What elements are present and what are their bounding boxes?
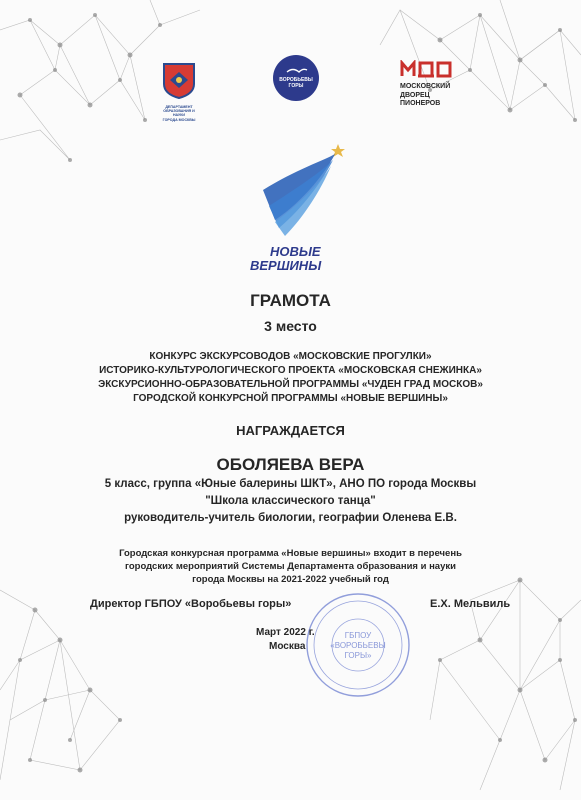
signatory-name: Е.Х. Мельвиль (430, 598, 511, 610)
issue-city: Москва (269, 641, 306, 652)
note-line-3: города Москвы на 2021-2022 учебный год (192, 574, 389, 585)
contest-line-3: ЭКСКУРСИОННО-ОБРАЗОВАТЕЛЬНОЙ ПРОГРАММЫ «ЧУДЕН ГРАД МОСКОВ» (98, 379, 483, 390)
contest-line-1: КОНКУРС ЭКСКУРСОВОДОВ «МОСКОВСКИЕ ПРОГУЛКИ» (149, 351, 432, 362)
document-title: ГРАМОТА (250, 291, 331, 310)
department-emblem-icon (160, 60, 198, 100)
mdp-logo (400, 60, 462, 112)
contest-line-2: ИСТОРИКО-КУЛЬТУРОЛОГИЧЕСКОГО ПРОЕКТА «МОСКОВСКАЯ СНЕЖИНКА» (99, 365, 482, 376)
note-line-2: городских мероприятий Системы Департамента образования и науки (125, 561, 456, 572)
contest-line-4: ГОРОДСКОЙ КОНКУРСНОЙ ПРОГРАММЫ «НОВЫЕ ВЕРШИНЫ» (133, 393, 448, 404)
star-icon (331, 144, 345, 157)
awarded-label: НАГРАЖДАЕТСЯ (236, 423, 345, 438)
svg-text:ГОРЫ»: ГОРЫ» (344, 651, 372, 660)
vorobyovy-gory-logo-text: ВОРОБЬЕВЫ ГОРЫ (279, 77, 313, 89)
recipient-line-1: 5 класс, группа «Юные балерины ШКТ», АНО ПО города Москвы (104, 478, 477, 490)
recipient-name: ОБОЛЯЕВА ВЕРА (216, 455, 365, 474)
note-line-1: Городская конкурсная программа «Новые вершины» входит в перечень (119, 548, 462, 559)
svg-text:«ВОРОБЬЕВЫ: «ВОРОБЬЕВЫ (330, 641, 386, 650)
recipient-line-2: "Школа классического танца" (205, 495, 376, 507)
place-label: 3 место (264, 318, 317, 334)
svg-text:ГБПОУ: ГБПОУ (344, 631, 372, 640)
vorobyovy-gory-logo (273, 55, 319, 101)
recipient-line-3: руководитель-учитель биологии, географии Оленева Е.В. (124, 512, 457, 524)
logo-title: НОВЫЕ ВЕРШИНЫ (250, 244, 322, 273)
signatory-title: Директор ГБПОУ «Воробьевы горы» (90, 598, 292, 610)
mdp-logo-text: МОСКОВСКИЙ ДВОРЕЦ ПИОНЕРОВ (400, 83, 451, 107)
department-logo-caption: ДЕПАРТАМЕНТ ОБРАЗОВАНИЯ И НАУКИ ГОРОДА МОСКВЫ (162, 105, 196, 122)
department-logo (160, 60, 198, 120)
official-stamp (303, 590, 413, 700)
mdp-mark-icon (400, 60, 452, 78)
issue-date: Март 2022 г. (256, 627, 315, 638)
